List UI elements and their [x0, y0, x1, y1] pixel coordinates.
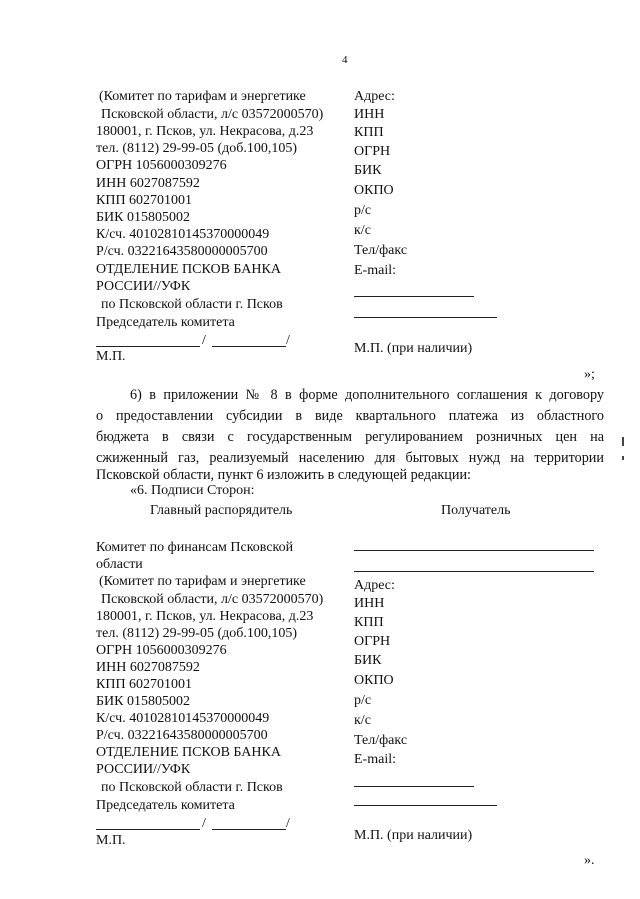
block2-right-line: Адрес:	[354, 578, 395, 593]
block1-left-line: (Комитет по тарифам и энергетике	[99, 89, 306, 104]
signature-slash: /	[202, 816, 206, 831]
block1-right-line: Адрес:	[354, 89, 395, 104]
block2-right-line: ОКПО	[354, 673, 394, 688]
block1-left-line: ОГРН 1056000309276	[96, 158, 227, 173]
block2-left-line: Председатель комитета	[96, 798, 235, 813]
signature-slash: /	[286, 816, 290, 831]
block2-right-line: ОГРН	[354, 634, 391, 649]
block2-right-line: ИНН	[354, 596, 385, 611]
block1-left-line: К/сч. 40102810145370000049	[96, 227, 270, 242]
block1-left-line: Р/сч. 03221643580000005700	[96, 244, 268, 259]
block2-right-blank-line	[354, 786, 474, 787]
block1-right-line: к/с	[354, 223, 371, 238]
block1-right-blank-line	[354, 317, 497, 318]
block1-right-line: Тел/факс	[354, 243, 408, 258]
signature-slash: /	[202, 333, 206, 348]
paragraph-line: 6) в приложении № 8 в форме дополнительного соглашения к договору	[130, 387, 604, 403]
block1-right-line: БИК	[354, 163, 382, 178]
block1-left-line: КПП 602701001	[96, 193, 193, 208]
block1-left-line: по Псковской области г. Псков	[101, 297, 283, 312]
signatures-subheading: «6. Подписи Сторон:	[130, 483, 255, 498]
block2-left-line: КПП 602701001	[96, 677, 193, 692]
paragraph-line: бюджета в связи с государственным регулированием розничных цен на	[96, 429, 604, 445]
block1-right-blank-line	[354, 296, 474, 297]
block2-left-line: К/сч. 40102810145370000049	[96, 711, 270, 726]
block1-right-line: E-mail:	[354, 263, 396, 278]
block2-right-line: к/с	[354, 713, 371, 728]
paragraph-line: сжиженный газ, реализуемый населению для бытовых нужд на территории	[96, 450, 604, 466]
finance-committee-line: Комитет по финансам Псковской	[96, 540, 294, 555]
block2-right-line: КПП	[354, 615, 384, 630]
block2-left-line: тел. (8112) 29-99-05 (доб.100,105)	[96, 626, 298, 641]
block2-right-line: Тел/факс	[354, 733, 408, 748]
block1-left-line: 180001, г. Псков, ул. Некрасова, д.23	[96, 124, 314, 139]
block2-mp-left: М.П.	[96, 833, 126, 848]
block2-left-line: Р/сч. 03221643580000005700	[96, 728, 268, 743]
signature-underline	[96, 346, 200, 347]
block1-mp-right: М.П. (при наличии)	[354, 341, 473, 356]
block1-right-line: ОКПО	[354, 183, 394, 198]
block2-right-blank-line	[354, 805, 497, 806]
block2-right-line: р/с	[354, 693, 372, 708]
block1-left-line: Псковской области, л/с 03572000570)	[101, 107, 324, 122]
scan-edge-mark	[622, 456, 624, 460]
block2-right-line: E-mail:	[354, 752, 396, 767]
block1-left-line: тел. (8112) 29-99-05 (доб.100,105)	[96, 141, 298, 156]
block1-right-line: р/с	[354, 203, 372, 218]
block2-left-line: ОТДЕЛЕНИЕ ПСКОВ БАНКА	[96, 745, 281, 760]
recipient-name-line	[354, 550, 594, 551]
paragraph-line: Псковской области, пункт 6 изложить в следующей редакции:	[96, 467, 471, 483]
block1-right-line: ОГРН	[354, 144, 391, 159]
page-number: 4	[342, 54, 348, 66]
block1-left-line: БИК 015805002	[96, 210, 190, 225]
block1-closing-quote: »;	[584, 367, 595, 382]
signature-slash: /	[286, 333, 290, 348]
block2-left-line: 180001, г. Псков, ул. Некрасова, д.23	[96, 609, 314, 624]
block2-left-line: Псковской области, л/с 03572000570)	[101, 592, 324, 607]
left-column-heading: Главный распорядитель	[150, 503, 293, 518]
block1-left-line: ИНН 6027087592	[96, 176, 200, 191]
block1-right-line: ИНН	[354, 107, 385, 122]
block2-left-line: БИК 015805002	[96, 694, 190, 709]
block2-left-line: ИНН 6027087592	[96, 660, 200, 675]
block2-left-line: ОГРН 1056000309276	[96, 643, 227, 658]
signature-underline	[96, 829, 200, 830]
scan-edge-mark	[622, 437, 624, 446]
recipient-name-line	[354, 571, 594, 572]
block2-closing-quote: ».	[584, 853, 595, 868]
block2-mp-right: М.П. (при наличии)	[354, 828, 473, 843]
block1-right-line: КПП	[354, 125, 384, 140]
block1-left-line: Председатель комитета	[96, 315, 235, 330]
name-underline	[212, 829, 286, 830]
block1-mp-left: М.П.	[96, 349, 126, 364]
finance-committee-line: области	[96, 557, 143, 572]
block2-left-line: РОССИИ//УФК	[96, 762, 191, 777]
block2-left-line: по Псковской области г. Псков	[101, 780, 283, 795]
block1-left-line: РОССИИ//УФК	[96, 279, 191, 294]
block1-left-line: ОТДЕЛЕНИЕ ПСКОВ БАНКА	[96, 262, 281, 277]
block2-right-line: БИК	[354, 653, 382, 668]
right-column-heading: Получатель	[441, 503, 511, 518]
name-underline	[212, 346, 286, 347]
block2-left-line: (Комитет по тарифам и энергетике	[99, 574, 306, 589]
paragraph-line: о предоставлении субсидии в виде квартального платежа из областного	[96, 408, 604, 424]
